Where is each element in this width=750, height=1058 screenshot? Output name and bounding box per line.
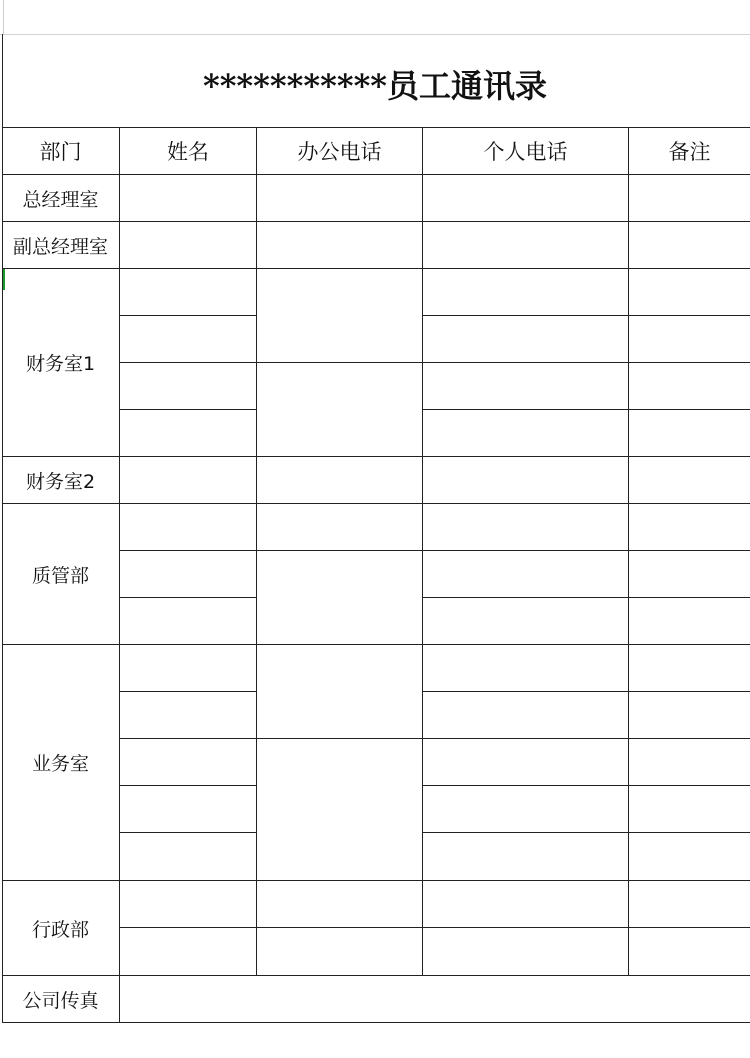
grid-line <box>256 127 257 976</box>
grid-line <box>119 127 120 1023</box>
grid-line <box>422 691 750 692</box>
header-personal-phone: 个人电话 <box>483 140 568 164</box>
dept-administration: 行政部 <box>31 918 89 941</box>
grid-line <box>119 832 256 833</box>
grid-line <box>2 1022 750 1023</box>
grid-line <box>119 691 256 692</box>
header-name: 姓名 <box>167 140 209 164</box>
company-fax-label: 公司传真 <box>22 989 99 1012</box>
page-title: ***********员工通讯录 <box>202 67 548 105</box>
grid-line <box>119 597 256 598</box>
grid-line <box>119 409 256 410</box>
sheet-top-strip <box>0 0 750 35</box>
grid-line <box>422 832 750 833</box>
grid-line <box>422 127 423 976</box>
header-department: 部门 <box>39 140 82 164</box>
grid-line <box>119 785 256 786</box>
grid-line <box>119 362 750 363</box>
dept-finance-2: 财务室2 <box>25 470 96 493</box>
dept-finance-1: 财务室1 <box>25 353 96 375</box>
grid-line <box>119 315 256 316</box>
dept-business-office: 业务室 <box>31 753 89 775</box>
grid-line <box>119 550 750 551</box>
dept-deputy-general-manager-office: 副总经理室 <box>12 235 108 258</box>
dept-quality-management: 质管部 <box>31 564 89 587</box>
grid-line <box>422 785 750 786</box>
grid-line <box>422 409 750 410</box>
header-notes: 备注 <box>668 140 711 164</box>
grid-line <box>422 597 750 598</box>
grid-line <box>628 127 629 976</box>
grid-line <box>422 315 750 316</box>
header-office-phone: 办公电话 <box>297 140 382 164</box>
grid-line <box>119 738 750 739</box>
dept-general-manager-office: 总经理室 <box>22 188 99 211</box>
grid-line <box>119 927 750 928</box>
